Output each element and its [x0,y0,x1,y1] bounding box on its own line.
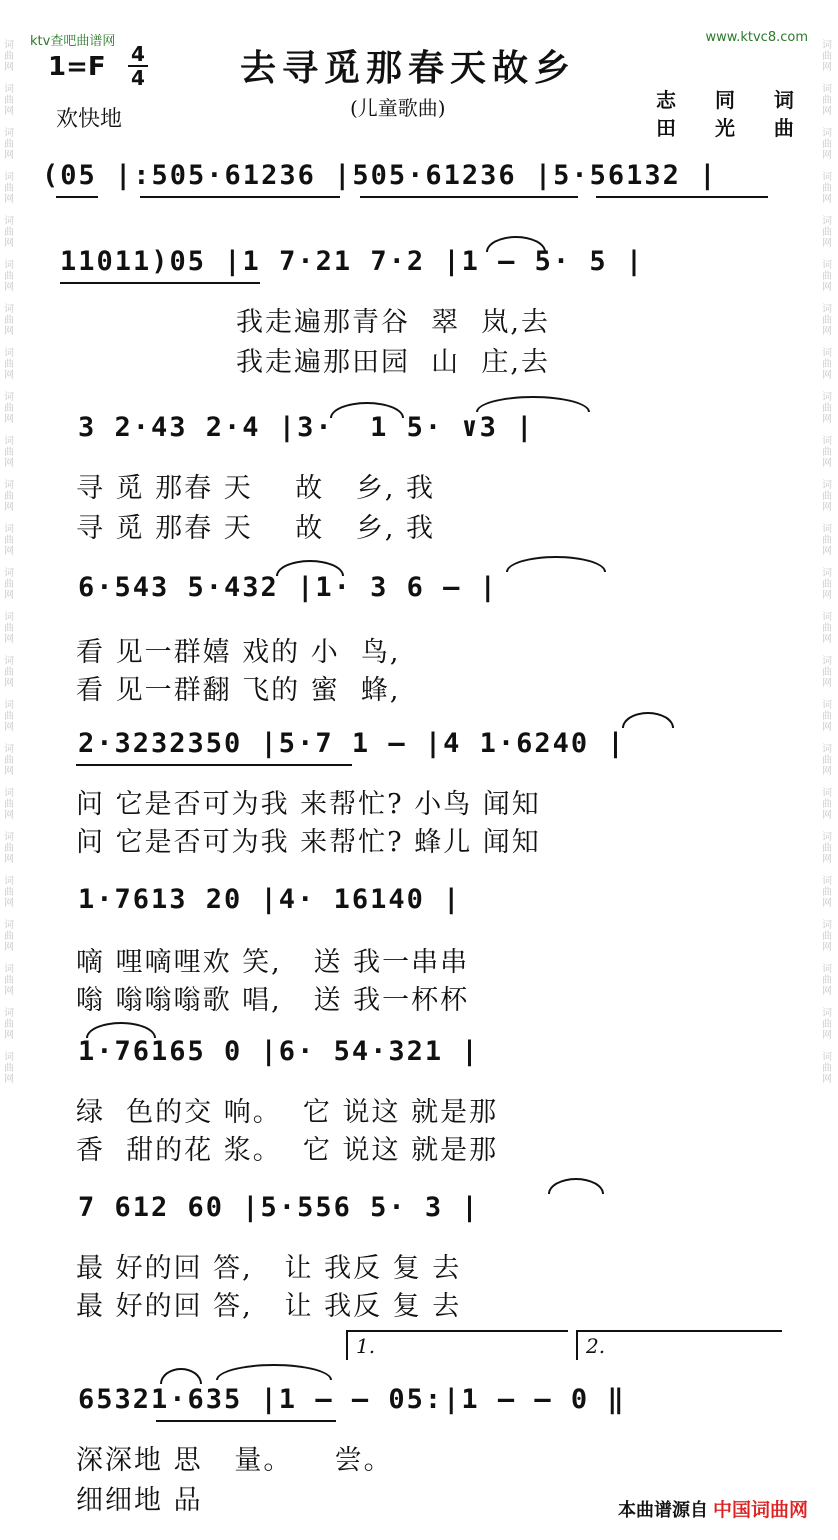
slur-mark [486,236,546,252]
volta-bracket-1 [346,1330,568,1360]
beam-line [596,196,768,198]
meter-top: 4 [131,42,145,66]
beam-line [140,196,340,198]
slur-mark [476,396,590,412]
notation-line: 1·76165 0 |6· 54·321 | [78,1036,480,1067]
lyricist-credit: 志 同 词 [656,88,810,112]
slur-mark [622,712,674,728]
notation-line: 65321·635 |1 — — 05:|1 — — 0 ‖ [78,1384,626,1415]
slur-mark [548,1178,604,1194]
score-row-6 [60,884,788,936]
notation-line: 11011)05 |1 7·21 7·2 |1 — 5· 5 | [60,246,645,277]
time-signature [128,44,148,88]
watermark-left: 词曲网 词曲网 词曲网 词曲网 词曲网 词曲网 词曲网 词曲网 词曲网 词曲网 词曲网 词曲网 词曲网 词曲网 词曲网 词曲网 词曲网 词曲网 词曲网 词曲网 词曲网 词曲网 词曲网 词曲网 [4,40,14,1085]
beam-line [156,1420,336,1422]
source-link-left[interactable]: ktv查吧曲谱网 [30,34,116,49]
meter-bottom: 4 [131,66,145,90]
lyrics-verse-1: 我走遍那青谷 翠 岚,去 [236,307,550,338]
lyrics-verse-2: 寻 觅 那春 天 故 乡, 我 [76,513,435,544]
lyrics-verse-1: 寻 觅 那春 天 故 乡, 我 [76,473,435,504]
lyrics-verse-1: 深深地 思 量。 尝。 [76,1445,393,1476]
lyrics-verse-1: 最 好的回 答, 让 我反 复 去 [76,1253,462,1284]
watermark-right: 词曲网 词曲网 词曲网 词曲网 词曲网 词曲网 词曲网 词曲网 词曲网 词曲网 词曲网 词曲网 词曲网 词曲网 词曲网 词曲网 词曲网 词曲网 词曲网 词曲网 词曲网 词曲网 词曲网 词曲网 [822,40,832,1085]
notation-line: 3 2·43 2·4 |3· 1 5· ∨3 | [78,412,535,443]
slur-mark [506,556,606,572]
tempo-marking: 欢快地 [56,107,123,132]
score-row-5 [60,728,788,780]
slur-mark [160,1368,202,1384]
notation-line: 7 612 60 |5·556 5· 3 | [78,1192,480,1223]
score-row-8 [60,1192,788,1244]
volta-bracket-2 [576,1330,782,1360]
beam-line [76,764,352,766]
score-row-7 [60,1036,788,1088]
lyrics-verse-2: 看 见一群翻 飞的 蜜 蜂, [76,675,401,706]
score-row-1 [42,160,788,212]
song-title: 去寻觅那春天故乡 [240,47,577,89]
lyrics-verse-1: 问 它是否可为我 来帮忙? 小鸟 闻知 [76,789,541,820]
score-row-3 [60,412,788,464]
lyrics-verse-2: 嗡 嗡嗡嗡歌 唱, 送 我一杯杯 [76,985,470,1016]
score-row-2 [60,246,788,298]
volta-label-2: 2. [586,1334,606,1358]
slur-mark [86,1022,156,1038]
lyrics-verse-1: 嘀 哩嘀哩欢 笑, 送 我一串串 [76,947,470,978]
slur-mark [216,1364,332,1380]
slur-mark [276,560,344,576]
lyrics-verse-1: 绿 色的交 响。 它 说这 就是那 [76,1097,499,1128]
beam-line [360,196,578,198]
lyrics-verse-1: 看 见一群嬉 戏的 小 鸟, [76,637,401,668]
beam-line [60,282,260,284]
score-row-4 [60,572,788,624]
footer-source-label: 本曲谱源自 [618,1500,708,1521]
source-link-right[interactable]: www.ktvc8.com [705,30,808,45]
key-signature: 1=F [48,52,106,82]
notation-line: 2·3232350 |5·7 1 — |4 1·6240 | [78,728,626,759]
notation-line: (05 |:505·61236 |505·61236 |5·56132 | [42,160,718,191]
beam-line [56,196,98,198]
volta-label-1: 1. [356,1334,376,1358]
lyrics-verse-2: 我走遍那田园 山 庄,去 [236,347,550,378]
notation-line: 1·7613 20 |4· 16140 | [78,884,462,915]
song-subtitle: (儿童歌曲) [350,96,446,120]
footer-source-site[interactable]: 中国词曲网 [712,1499,808,1521]
lyrics-verse-2: 问 它是否可为我 来帮忙? 蜂儿 闻知 [76,827,541,858]
lyrics-verse-2: 香 甜的花 浆。 它 说这 就是那 [76,1135,499,1166]
lyrics-verse-2: 细细地 品 [76,1485,203,1516]
score-row-9 [60,1384,788,1436]
notation-line: 6·543 5·432 |1· 3 6 — | [78,572,498,603]
lyrics-verse-2: 最 好的回 答, 让 我反 复 去 [76,1291,462,1322]
composer-credit: 田 光 曲 [656,116,810,140]
slur-mark [330,402,404,418]
